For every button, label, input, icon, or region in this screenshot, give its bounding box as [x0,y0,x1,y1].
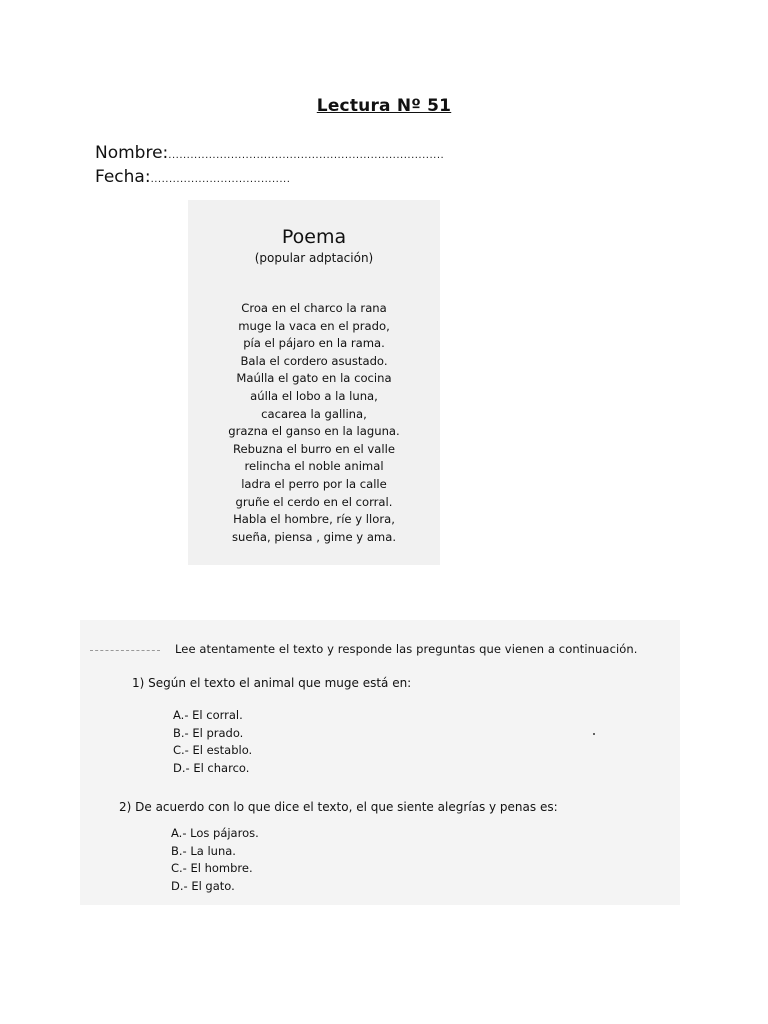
scan-speck [593,733,595,735]
poem-line: ladra el perro por la calle [241,476,387,491]
name-blank-line: ........................................................................... [168,150,445,161]
answer-option: B.- El prado. [173,725,244,740]
instruction-text: Lee atentamente el texto y responde las preguntas que vienen a continuación. [175,642,638,656]
poem-line: Bala el cordero asustado. [240,353,388,368]
poem-line: aúlla el lobo a la luna, [250,388,378,403]
poem-line: gruñe el cerdo en el corral. [235,494,393,509]
poem-line: Croa en el charco la rana [241,301,387,315]
poem-subtitle: (popular adptación) [254,251,374,265]
poem-line: pía el pájaro en la rama. [243,336,385,351]
answer-option: D.- El gato. [171,878,235,893]
poem-line: sueña, piensa , gime y ama. [231,529,397,544]
poem-verses [188,300,440,546]
date-label: Fecha: [95,167,151,187]
question-2: 2) De acuerdo con lo que dice el texto, el que siente alegrías y penas es: [119,800,558,814]
answer-option: C.- El hombre. [171,861,253,875]
answer-option: D.- El charco. [173,760,250,775]
name-field [95,143,444,163]
poem-line: Habla el hombre, ríe y llora, [233,512,395,527]
questions-section [80,620,680,905]
scan-mark [90,650,160,651]
poem-line: grazna el ganso en la laguna. [228,424,400,439]
question-2-options [171,825,259,895]
question-1-options [173,707,252,777]
poem-line: Rebuzna el burro en el valle [233,441,395,456]
name-label: Nombre: [95,143,169,163]
date-field [95,167,290,187]
question-1: 1) Según el texto el animal que muge está en: [132,676,412,690]
poem-line: Maúlla el gato en la cocina [236,371,392,386]
date-blank-line: ...................................... [150,174,291,185]
answer-option: A.- Los pájaros. [171,826,259,840]
answer-option: B.- La luna. [171,843,236,858]
poem-title: Poema [281,226,347,248]
worksheet-title: Lectura Nº 51 [316,96,452,116]
poem-line: cacarea la gallina, [261,406,367,421]
poem-line: muge la vaca en el prado, [238,318,390,333]
answer-option: C.- El establo. [173,743,253,757]
answer-option: A.- El corral. [173,708,243,722]
poem-box [188,200,440,565]
poem-line: relincha el noble animal [244,459,384,474]
